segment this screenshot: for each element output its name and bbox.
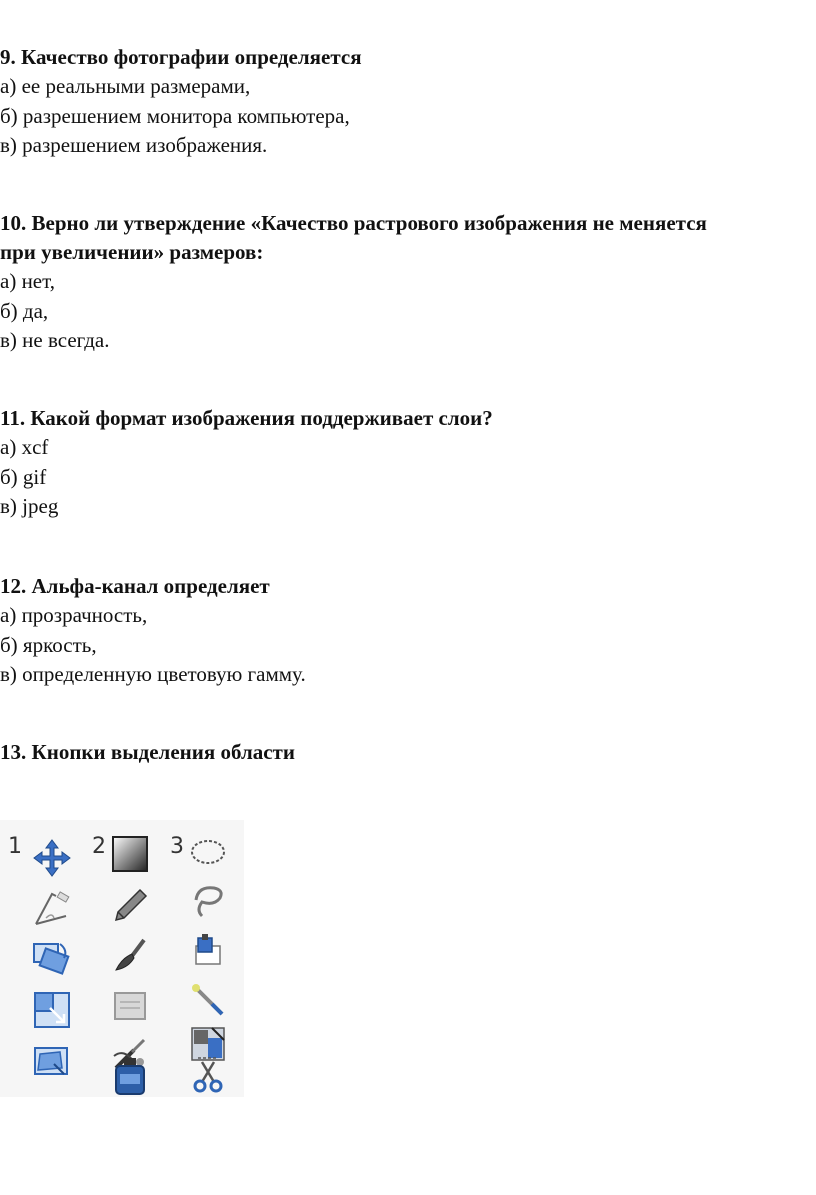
answer-option: в) jpeg [0, 494, 59, 518]
paintbrush-icon[interactable] [110, 936, 150, 976]
fuzzy-select-icon[interactable] [188, 930, 228, 970]
scale-icon[interactable] [32, 990, 72, 1030]
answer-option: а) ее реальными размерами, [0, 74, 251, 98]
question-11 [0, 404, 800, 522]
answer-option: в) разрешением изображения. [0, 133, 268, 157]
answer-option: а) xcf [0, 435, 49, 459]
question-10 [0, 209, 740, 356]
question-title: 11. Какой формат изображения поддерживает слои? [0, 406, 493, 430]
question-title: 10. Верно ли утверждение «Качество растрового изображения не меняется при увеличении» размеров: [0, 211, 707, 264]
answer-option: а) прозрачность, [0, 603, 148, 627]
answer-option: б) яркость, [0, 632, 97, 657]
perspective-icon[interactable] [32, 1042, 72, 1082]
question-title: 13. Кнопки выделения области [0, 740, 295, 764]
question-title: 12. Альфа-канал определяет [0, 574, 270, 598]
answer-option: б) разрешением монитора компьютера, [0, 103, 350, 128]
ink-icon[interactable] [110, 1056, 150, 1096]
question-title: 9. Качество фотографии определяется [0, 45, 362, 69]
question-9 [0, 43, 800, 161]
question-13 [0, 738, 800, 767]
answer-option: б) да, [0, 298, 49, 323]
answer-option: в) определенную цветовую гамму. [0, 662, 306, 686]
toolbox-panel [0, 820, 244, 1097]
measure-icon[interactable] [32, 888, 72, 928]
column-number: 3 [170, 834, 184, 859]
rotate-icon[interactable] [30, 938, 70, 978]
gradient-icon[interactable] [110, 834, 150, 874]
free-select-icon[interactable] [188, 880, 228, 920]
toolbox-column-3 [162, 820, 242, 1097]
column-number: 1 [8, 834, 22, 859]
question-12 [0, 572, 800, 690]
scissors-select-icon[interactable] [188, 1054, 228, 1094]
move-icon[interactable] [32, 838, 72, 878]
eraser-icon[interactable] [110, 986, 150, 1026]
column-number: 2 [92, 834, 106, 859]
toolbox-column-1 [0, 820, 80, 1097]
toolbox-column-2 [84, 820, 164, 1097]
answer-option: в) не всегда. [0, 328, 110, 352]
answer-option: б) gif [0, 464, 47, 489]
ellipse-select-icon[interactable] [188, 832, 228, 872]
answer-option: а) нет, [0, 269, 55, 293]
magic-wand-icon[interactable] [188, 980, 228, 1020]
pencil-icon[interactable] [110, 886, 150, 926]
